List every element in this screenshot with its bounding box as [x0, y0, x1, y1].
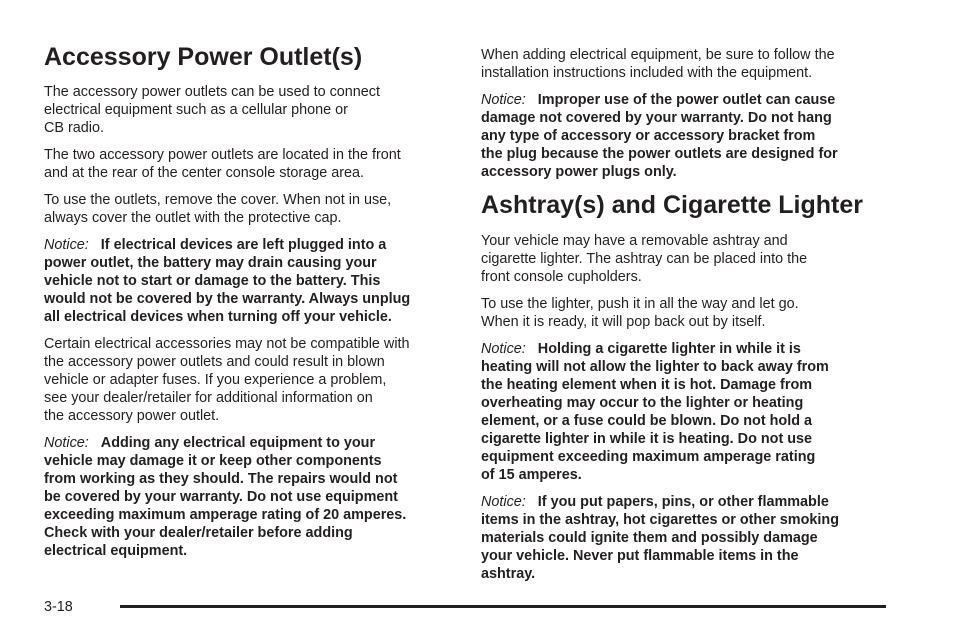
- paragraph: When adding electrical equipment, be sure to follow the installation instructions included with the equipment.: [481, 47, 835, 81]
- page-number: 3-18: [44, 599, 73, 615]
- notice-text: Holding a cigarette lighter in while it is heating will not allow the lighter to back away from the heating element when it is hot. Damage from overheating may occur to the lighter or heating element, or a fuse could be blown. Do not hold a cigarette lighter in while it is heating. Do not use equipment exceeding maximum amperage rating of 15 amperes.: [481, 341, 829, 483]
- notice-paragraph: [44, 434, 454, 560]
- notice-paragraph: [481, 493, 893, 583]
- section-heading-ashtrays-cigarette-lighter: Ashtray(s) and Cigarette Lighter: [481, 191, 864, 219]
- notice-label: Notice:: [44, 237, 89, 253]
- notice-text: If you put papers, pins, or other flammable items in the ashtray, hot cigarettes or other smoking materials could ignite them and possibly damage your vehicle. Never put flammable items in the ashtray.: [481, 494, 839, 582]
- paragraph: Your vehicle may have a removable ashtray and cigarette lighter. The ashtray can be placed into the front console cupholders.: [481, 233, 808, 285]
- section-heading-accessory-power-outlets: Accessory Power Outlet(s): [44, 43, 363, 71]
- notice-paragraph: [481, 340, 893, 484]
- notice-label: Notice:: [44, 435, 89, 451]
- paragraph: The two accessory power outlets are located in the front and at the rear of the center console storage area.: [44, 147, 401, 181]
- notice-text: If electrical devices are left plugged into a power outlet, the battery may drain causing your vehicle not to start or damage to the battery. This would not be covered by the warranty. Always unplug all electrical devices when turning off your vehicle.: [44, 237, 411, 325]
- paragraph: To use the outlets, remove the cover. When not in use, always cover the outlet with the protective cap.: [44, 192, 392, 226]
- notice-paragraph: [44, 236, 454, 326]
- paragraph: Certain electrical accessories may not be compatible with the accessory power outlets and could result in blown vehicle or adapter fuses. If you experience a problem, see your dealer/retailer for additional information on the accessory power outlet.: [44, 336, 410, 424]
- notice-text: Improper use of the power outlet can cause damage not covered by your warranty. Do not hang any type of accessory or accessory bracket from the plug because the power outlets are designed for accessory power plugs only.: [481, 92, 838, 180]
- notice-label: Notice:: [481, 92, 526, 108]
- paragraph: To use the lighter, push it in all the way and let go. When it is ready, it will pop back out by itself.: [481, 296, 799, 330]
- footer-rule: [120, 605, 886, 608]
- notice-label: Notice:: [481, 494, 526, 510]
- page-footer: [44, 597, 886, 619]
- paragraph: The accessory power outlets can be used to connect electrical equipment such as a cellular phone or CB radio.: [44, 84, 380, 136]
- right-column: [481, 46, 893, 592]
- notice-label: Notice:: [481, 341, 526, 357]
- notice-text: Adding any electrical equipment to your vehicle may damage it or keep other components from working as they should. The repairs would not be covered by your warranty. Do not use equipment exceeding maximum amperage rating of 20 amperes. Check with your dealer/retailer before adding electrical equipment.: [44, 435, 407, 559]
- left-column: [44, 42, 454, 569]
- notice-paragraph: [481, 91, 893, 181]
